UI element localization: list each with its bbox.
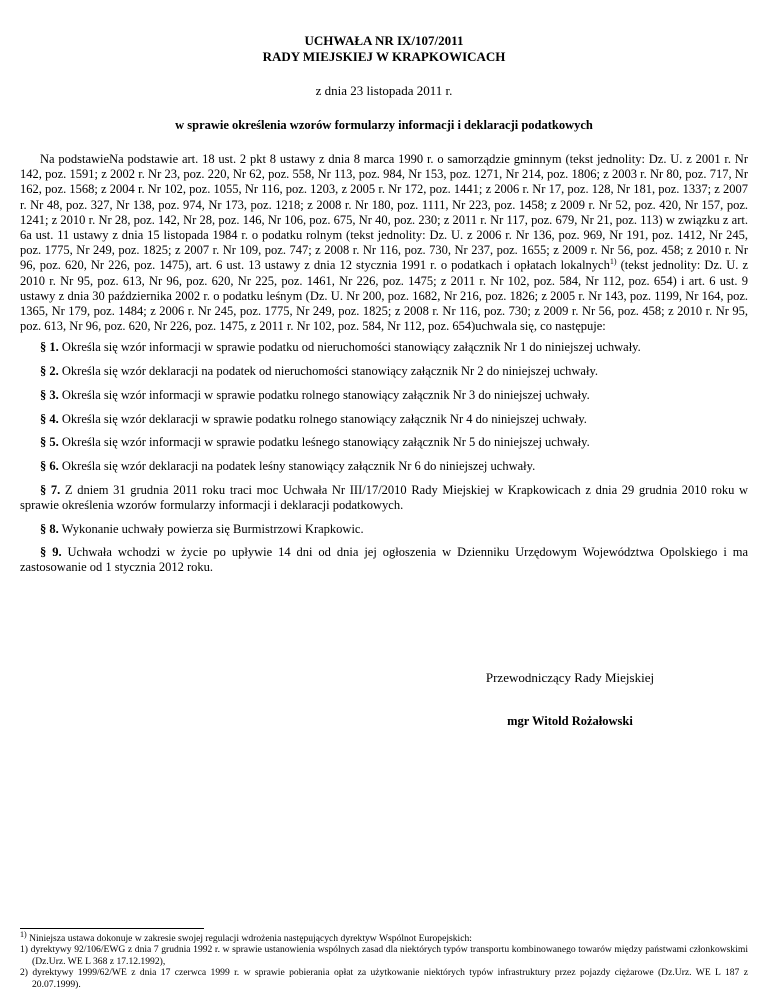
section-3 (20, 388, 748, 403)
section-number: § 1. (40, 340, 59, 355)
legal-basis-paragraph (20, 152, 748, 334)
section-text: Określa się wzór deklaracji w sprawie podatku rolnego stanowiący załącznik Nr 4 do niniejszej uchwały. (58, 411, 587, 426)
footnote-mark: 1) (20, 929, 27, 939)
section-text: Określa się wzór informacji w sprawie podatku od nieruchomości stanowiący załącznik Nr 1 do niniejszej uchwały. (58, 340, 641, 355)
footnote-reference-mark: 1) (609, 257, 617, 267)
section-number: § 5. (40, 435, 59, 450)
section-1 (20, 340, 748, 355)
footnotes-block (20, 929, 748, 990)
footnote-item: 2) dyrektywy 1999/62/WE z dnia 17 czerwca 1999 r. w sprawie pobierania opłat za użytkowanie niektórych typów infrastruktury przez pojazdy ciężarowe (Dz.Urz. WE L 187 z 20.07.1999). (20, 967, 748, 990)
section-text: Określa się wzór informacji w sprawie podatku rolnego stanowiący załącznik Nr 3 do niniejszej uchwały. (58, 387, 590, 402)
resolution-date: z dnia 23 listopada 2011 r. (315, 83, 453, 98)
section-number: § 7. (40, 482, 61, 497)
section-number: § 9. (40, 545, 62, 560)
section-7 (20, 483, 748, 513)
section-number: § 3. (40, 387, 59, 402)
section-8 (20, 522, 748, 537)
footnote-item: 1) dyrektywy 92/106/EWG z dnia 7 grudnia 1992 r. w sprawie ustanowienia wspólnych zasad dla niektórych typów transportu kombinowanego towarów między państwami członkowskimi (Dz.Urz. WE L 368 z 17.12.1992), (20, 944, 748, 967)
section-2 (20, 364, 748, 379)
footnote-intro-text: Niniejsza ustawa dokonuje w zakresie swojej regulacji wdrożenia następujących dyrektyw Wspólnot Europejskich: (26, 933, 472, 944)
section-6 (20, 459, 748, 474)
legal-basis-text-part2: (tekst jednolity: Dz. U. z 2010 r. Nr 95, poz. 613, Nr 96, poz. 620, Nr 225, poz. 1461, Nr 226, poz. 1475; z 2011 r. Nr 102, poz. 584, Nr 112, poz. 654) i art. 6 ust. 9 ustawy z dnia 30 października 2002 r. o podatku leśnym (Dz. U. Nr 200, poz. 1682, Nr 216, poz. 1826; z 2005 r. Nr 143, poz. 1199, Nr 164, poz. 1365, Nr 179, poz. 1484; z 2006 r. Nr 245, poz. 1775, Nr 249, poz. 1825; z 2008 r. Nr 116, poz. 730; z 2009 r. Nr 56, poz. 458; z 2010 r. Nr 95, poz. 613, Nr 96, poz. 620, Nr 226, poz. 1475, z 2011 r. Nr 102, poz. 584, Nr 112, poz. 654)uchwala się, co następuje: (20, 258, 748, 334)
resolution-subject: w sprawie określenia wzorów formularzy informacji i deklaracji podatkowych (175, 118, 593, 132)
section-5 (20, 435, 748, 450)
section-number: § 4. (40, 411, 59, 426)
section-text: Wykonanie uchwały powierza się Burmistrzowi Krapkowic. (58, 521, 364, 536)
footnote-divider (20, 928, 204, 929)
legal-basis-text-part1: Na podstawieNa podstawie art. 18 ust. 2 pkt 8 ustawy z dnia 8 marca 1990 r. o samorządzie gminnym (tekst jednolity: Dz. U. z 2001 r. Nr 142, poz. 1591; z 2002 r. Nr 23, poz. 220, Nr 62, poz. 558, Nr 113, poz. 984, Nr 153, poz. 1271, Nr 214, poz. 1806; z 2003 r. Nr 80, poz. 717, Nr 162, poz. 1568; z 2004 r. Nr 102, poz. 1055, Nr 116, poz. 1203, z 2005 r. Nr 172, poz. 1441; z 2006 r. Nr 17, poz. 128, Nr 181, poz. 1337; z 2007 r. Nr 48, poz. 327, Nr 138, poz. 974, Nr 173, poz. 1218; z 2008 r. Nr 180, poz. 1111, Nr 223, poz. 1458; z 2009 r. Nr 52, poz. 420, Nr 157, poz. 1241; z 2010 r. Nr 28, poz. 142, Nr 28, poz. 146, Nr 106, poz. 675, Nr 40, poz. 230; z 2011 r. Nr 117, poz. 679, Nr 21, poz. 113) w związku z art. 6a ust. 11 ustawy z dnia 15 listopada 1984 r. o podatku rolnym (tekst jednolity: Dz. U. z 2006 r. Nr 136, poz. 969, Nr 191, poz. 1412, Nr 245, poz. 1775, Nr 249, poz. 1825; z 2007 r. Nr 109, poz. 747; z 2008 r. Nr 116, poz. 730, Nr 237, poz. 1655; z 2009 r. Nr 56, poz. 458; z 2010 r. Nr 96, poz. 620, Nr 226, poz. 1475), art. 6 ust. 13 ustawy z dnia 12 stycznia 1991 r. o podatkach i opłatach lokalnych (20, 152, 748, 273)
signatory-name: mgr Witold Rożałowski (507, 714, 633, 728)
section-number: § 2. (40, 364, 59, 379)
section-4 (20, 412, 748, 427)
resolution-number-heading: UCHWAŁA NR IX/107/2011 (304, 33, 464, 48)
section-text: Z dniem 31 grudnia 2011 roku traci moc Uchwała Nr III/17/2010 Rady Miejskiej w Krapkowicach z dnia 29 grudnia 2010 roku w sprawie określenia wzorów formularzy informacji i deklaracji podatkowych. (20, 482, 748, 512)
section-9 (20, 545, 748, 575)
section-text: Określa się wzór deklaracji na podatek leśny stanowiący załącznik Nr 6 do niniejszej uchwały. (58, 458, 536, 473)
signatory-title: Przewodniczący Rady Miejskiej (485, 670, 655, 685)
footnote-intro (20, 929, 748, 944)
council-name-heading: RADY MIEJSKIEJ W KRAPKOWICACH (262, 49, 506, 64)
section-number: § 8. (40, 521, 59, 536)
resolution-body (20, 152, 748, 584)
section-number: § 6. (40, 458, 59, 473)
section-text: Określa się wzór deklaracji na podatek od nieruchomości stanowiący załącznik Nr 2 do niniejszej uchwały. (58, 364, 599, 379)
section-text: Określa się wzór informacji w sprawie podatku leśnego stanowiący załącznik Nr 5 do niniejszej uchwały. (58, 435, 590, 450)
section-text: Uchwała wchodzi w życie po upływie 14 dni od dnia jej ogłoszenia w Dzienniku Urzędowym Województwa Opolskiego i ma zastosowanie od 1 stycznia 2012 roku. (20, 545, 749, 575)
